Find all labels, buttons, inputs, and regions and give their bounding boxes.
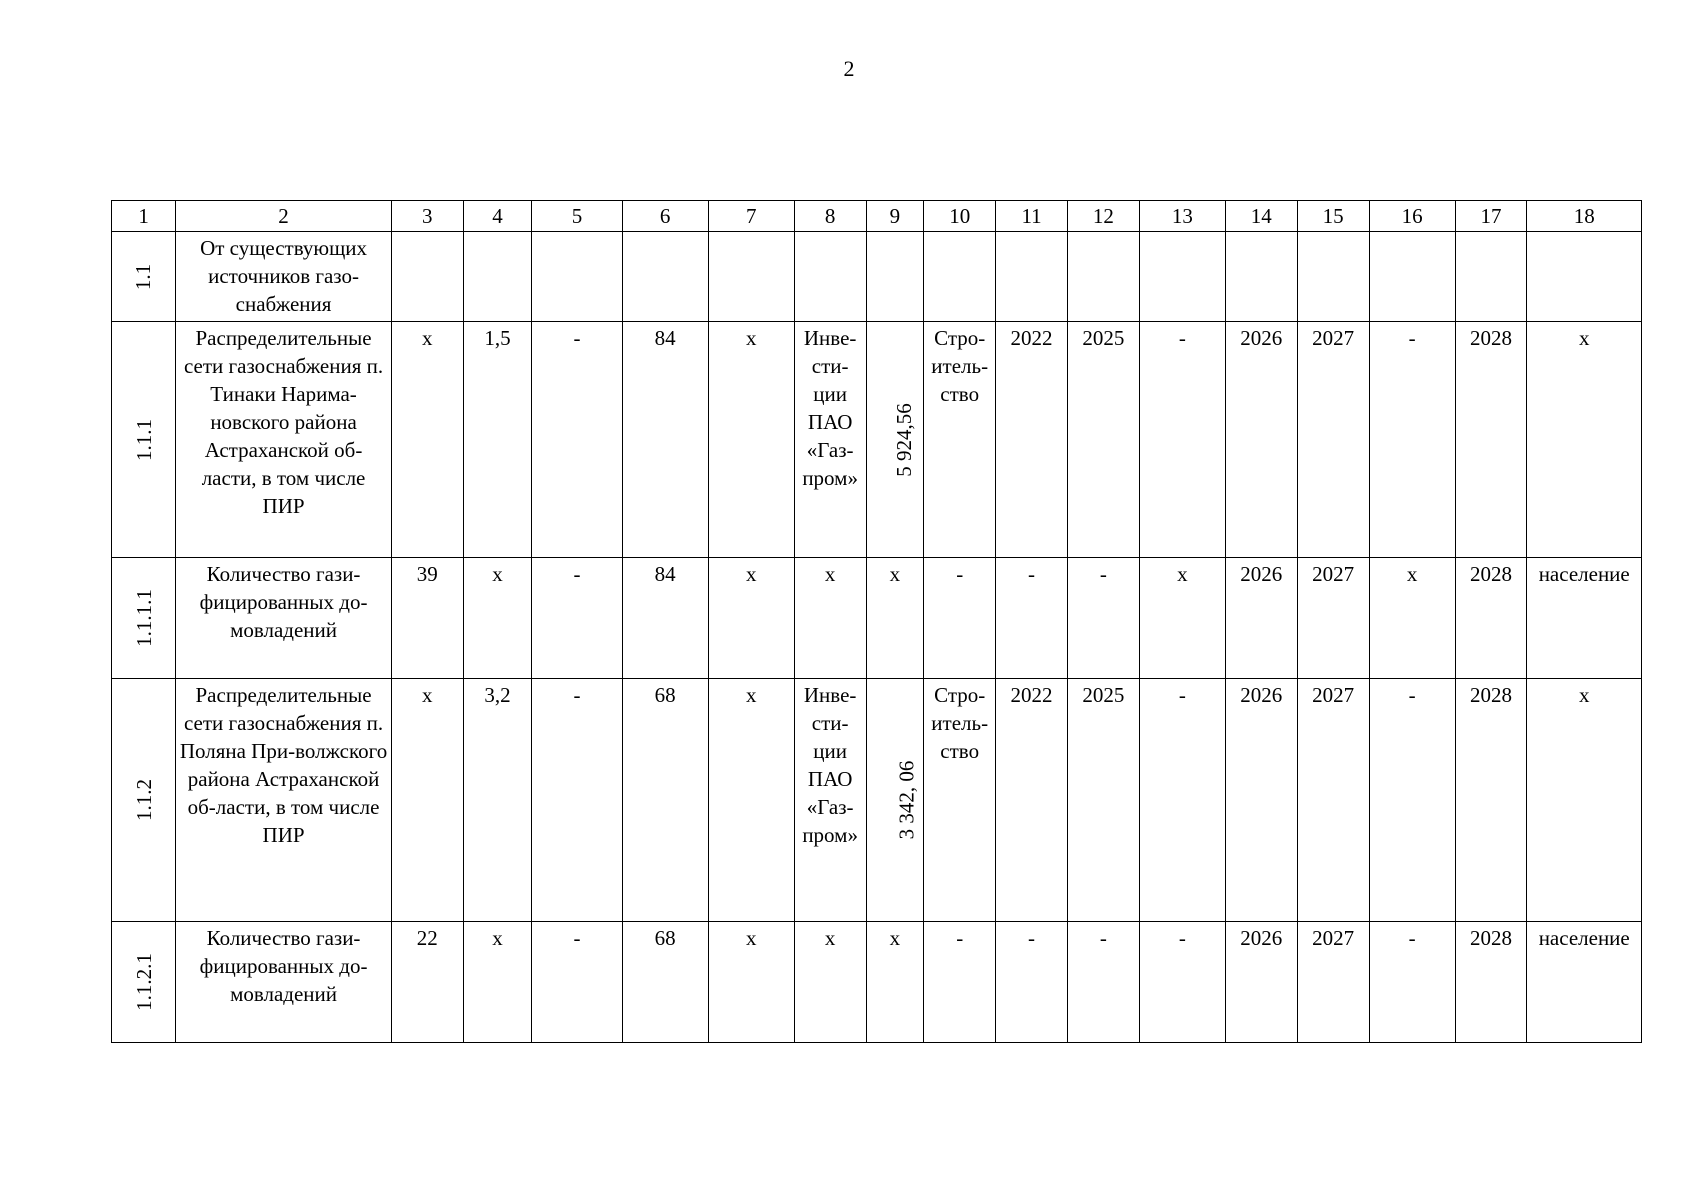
table-cell: х <box>794 922 866 1043</box>
table-cell <box>1139 232 1225 322</box>
table-cell <box>1455 232 1527 322</box>
table-row <box>112 679 1642 922</box>
table-cell: 2026 <box>1225 922 1297 1043</box>
table-cell: х <box>463 558 532 679</box>
table-cell: 2022 <box>996 322 1068 558</box>
table-cell: 84 <box>622 558 708 679</box>
row-id: 1.1.1.1 <box>131 589 156 647</box>
row-description: Количество гази-фицированных до-мовладений <box>176 922 392 1043</box>
row-id-cell <box>112 322 176 558</box>
table-cell: 3,2 <box>463 679 532 922</box>
table-cell: 2027 <box>1297 679 1369 922</box>
table-cell: 2026 <box>1225 322 1297 558</box>
cost-value: 5 924,56 <box>891 402 916 477</box>
table-cell: х <box>391 322 463 558</box>
table-cell <box>1067 232 1139 322</box>
table-row <box>112 322 1642 558</box>
column-header: 13 <box>1139 201 1225 232</box>
column-header: 4 <box>463 201 532 232</box>
table-cell: х <box>1369 558 1455 679</box>
page-number: 2 <box>843 56 855 81</box>
column-header: 1 <box>112 201 176 232</box>
table-cell: - <box>1369 322 1455 558</box>
table-cell: - <box>996 558 1068 679</box>
column-header: 11 <box>996 201 1068 232</box>
table-cell: х <box>391 679 463 922</box>
row-id-cell <box>112 558 176 679</box>
table-cell: - <box>1067 558 1139 679</box>
row-id-cell <box>112 679 176 922</box>
header-row <box>112 201 1642 232</box>
table-cell: 84 <box>622 322 708 558</box>
table-cell: - <box>1369 922 1455 1043</box>
table-cell: - <box>924 558 996 679</box>
table-cell: 22 <box>391 922 463 1043</box>
table-cell <box>924 232 996 322</box>
table-cell <box>622 232 708 322</box>
row-description: Распределительные сети газоснабжения п. Поляна При-волжского района Астраханской об-ласти, в том числе ПИР <box>176 679 392 922</box>
table-cell: 2026 <box>1225 558 1297 679</box>
column-header: 6 <box>622 201 708 232</box>
table-cell: х <box>1527 679 1642 922</box>
table-cell: х <box>794 558 866 679</box>
table-cell: - <box>1369 679 1455 922</box>
funding-source-cell: Инве-сти-ции ПАО «Газ-пром» <box>794 322 866 558</box>
column-header: 17 <box>1455 201 1527 232</box>
table-cell: - <box>1139 679 1225 922</box>
column-header: 2 <box>176 201 392 232</box>
table-row <box>112 232 1642 322</box>
table-cell: х <box>463 922 532 1043</box>
column-header: 8 <box>794 201 866 232</box>
table-cell: 2026 <box>1225 679 1297 922</box>
table-cell <box>1225 232 1297 322</box>
table-cell <box>1527 232 1642 322</box>
row-description: Распределительные сети газоснабжения п. Тинаки Нарима-новского района Астраханской об-ласти, в том числе ПИР <box>176 322 392 558</box>
row-id: 1.1.2 <box>131 779 156 821</box>
column-header: 15 <box>1297 201 1369 232</box>
table-cell: - <box>1067 922 1139 1043</box>
cost-value: 3 342, 06 <box>893 760 918 840</box>
table-cell: х <box>866 558 924 679</box>
table-cell: 2025 <box>1067 679 1139 922</box>
table-cell: 1,5 <box>463 322 532 558</box>
consumer-cell: население <box>1527 922 1642 1043</box>
table-cell: 2027 <box>1297 558 1369 679</box>
table-cell: - <box>532 679 622 922</box>
table-row <box>112 922 1642 1043</box>
table-cell <box>866 232 924 322</box>
table-cell: 68 <box>622 679 708 922</box>
table-cell: - <box>532 322 622 558</box>
consumer-cell: население <box>1527 558 1642 679</box>
table-cell: х <box>708 679 794 922</box>
table-cell <box>794 232 866 322</box>
table-cell: 2028 <box>1455 679 1527 922</box>
table-cell: 68 <box>622 922 708 1043</box>
table-cell: - <box>996 922 1068 1043</box>
table-cell: - <box>924 922 996 1043</box>
row-id: 1.1.2.1 <box>131 953 156 1011</box>
table-cell <box>463 232 532 322</box>
row-id: 1.1 <box>131 263 156 290</box>
funding-source-cell: Инве-сти-ции ПАО «Газ-пром» <box>794 679 866 922</box>
column-header: 12 <box>1067 201 1139 232</box>
table-cell: х <box>708 322 794 558</box>
column-header: 9 <box>866 201 924 232</box>
row-description: Количество гази-фицированных до-мовладений <box>176 558 392 679</box>
table-cell <box>708 232 794 322</box>
table-cell: х <box>708 558 794 679</box>
row-description: От существующих источников газо-снабжения <box>176 232 392 322</box>
table-cell <box>996 232 1068 322</box>
table-cell: 2028 <box>1455 322 1527 558</box>
table-cell: 2027 <box>1297 322 1369 558</box>
table-cell: х <box>708 922 794 1043</box>
work-type-cell: Стро-итель-ство <box>924 679 996 922</box>
column-header: 3 <box>391 201 463 232</box>
table-cell: х <box>866 922 924 1043</box>
table-cell: 2027 <box>1297 922 1369 1043</box>
column-header: 5 <box>532 201 622 232</box>
table-cell <box>391 232 463 322</box>
table-cell <box>532 232 622 322</box>
table-cell: х <box>1139 558 1225 679</box>
cost-cell <box>866 322 924 558</box>
row-id-cell <box>112 232 176 322</box>
table-cell: 39 <box>391 558 463 679</box>
table-cell: - <box>1139 922 1225 1043</box>
table-cell: - <box>1139 322 1225 558</box>
table-cell: 2022 <box>996 679 1068 922</box>
column-header: 14 <box>1225 201 1297 232</box>
column-header: 16 <box>1369 201 1455 232</box>
cost-cell <box>866 679 924 922</box>
table-cell <box>1369 232 1455 322</box>
work-type-cell: Стро-итель-ство <box>924 322 996 558</box>
column-header: 18 <box>1527 201 1642 232</box>
table-row <box>112 558 1642 679</box>
data-table <box>111 200 1642 1043</box>
table-cell: х <box>1527 322 1642 558</box>
table-cell: 2028 <box>1455 558 1527 679</box>
table-cell: 2025 <box>1067 322 1139 558</box>
row-id-cell <box>112 922 176 1043</box>
table-cell: - <box>532 558 622 679</box>
table-cell: - <box>532 922 622 1043</box>
row-id: 1.1.1 <box>131 418 156 461</box>
column-header: 7 <box>708 201 794 232</box>
table-cell <box>1297 232 1369 322</box>
table-cell: 2028 <box>1455 922 1527 1043</box>
column-header: 10 <box>924 201 996 232</box>
